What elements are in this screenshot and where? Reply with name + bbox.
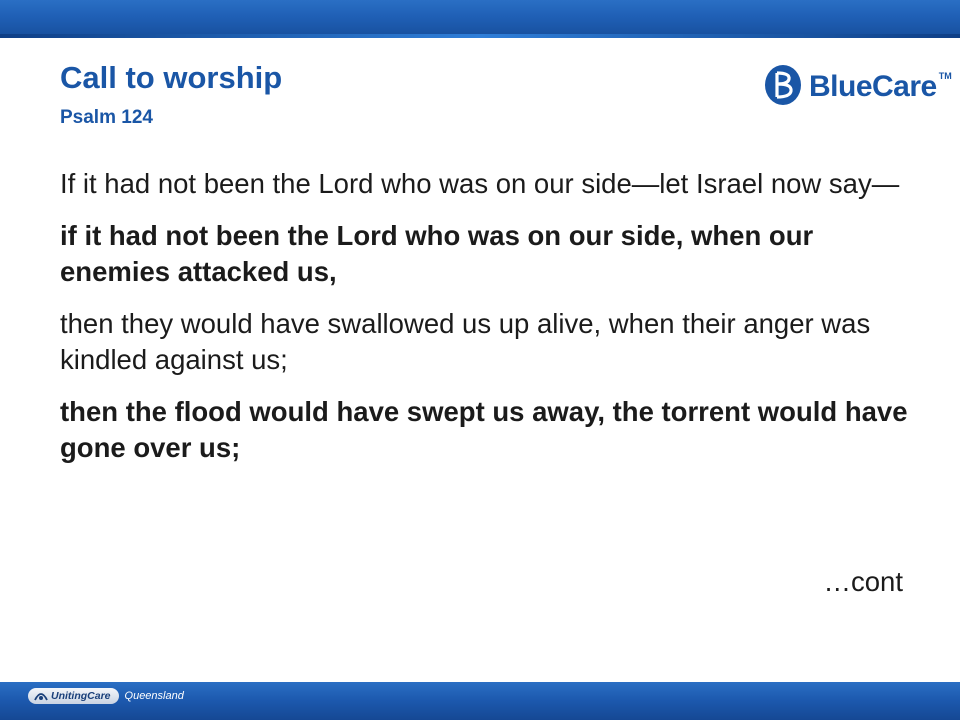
- logo-brand-name: BlueCare: [809, 70, 937, 103]
- logo-trademark: TM: [938, 71, 952, 81]
- footer-org-name: UnitingCare: [51, 690, 111, 702]
- top-banner: [0, 0, 960, 38]
- continuation-note: …cont: [823, 566, 903, 597]
- unitingcare-icon: [34, 690, 48, 702]
- slide-subtitle: Psalm 124: [60, 107, 153, 128]
- slide-title: Call to worship: [60, 60, 283, 95]
- psalm-paragraph-1: If it had not been the Lord who was on our side—let Israel now say—: [60, 168, 900, 199]
- bluecare-logo: [763, 65, 952, 109]
- bluecare-b-icon: [763, 63, 803, 112]
- psalm-paragraph-3: then they would have swallowed us up alive, when their anger was kindled against us;: [60, 308, 871, 375]
- unitingcare-mark: [28, 688, 119, 704]
- footer-region: Queensland: [124, 690, 184, 702]
- psalm-text: [60, 166, 910, 482]
- psalm-paragraph-2: if it had not been the Lord who was on our side, when our enemies attacked us,: [60, 220, 814, 287]
- unitingcare-badge: [28, 686, 198, 706]
- psalm-paragraph-4: then the flood would have swept us away, the torrent would have gone over us;: [60, 396, 908, 463]
